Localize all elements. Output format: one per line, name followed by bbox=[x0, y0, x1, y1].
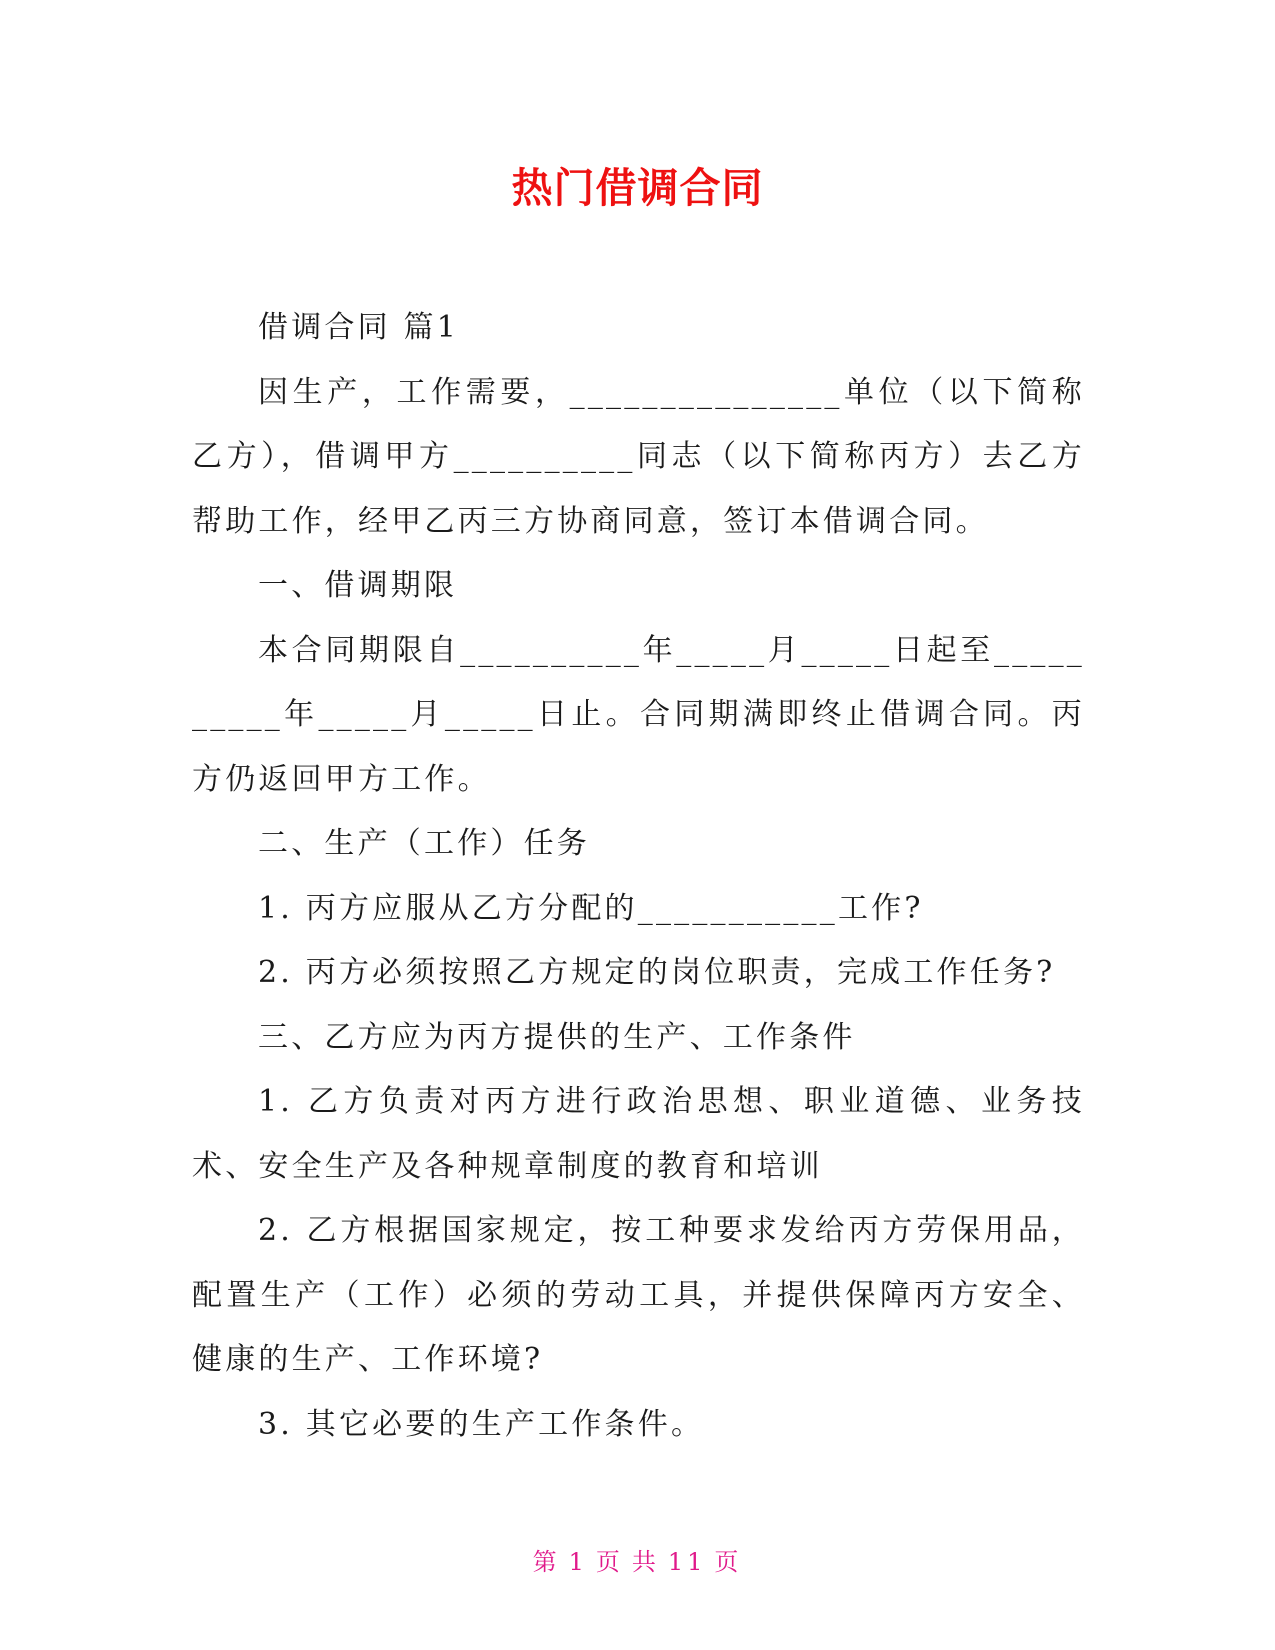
footer-total-pages: 11 bbox=[667, 1548, 707, 1576]
document-body bbox=[192, 296, 1085, 1457]
section-heading: 借调合同 篇1 bbox=[258, 310, 460, 345]
term-paragraph: 本合同期限自__________年_____月_____日起至__________年_____月_____日止。合同期满即终止借调合同。丙方仍返回甲方工作。 bbox=[192, 632, 1085, 797]
footer-page-label: 第 bbox=[532, 1548, 561, 1576]
page-footer bbox=[0, 1544, 1275, 1580]
document-title: 热门借调合同 bbox=[511, 164, 764, 212]
task-item: 1. 丙方应服从乙方分配的___________工作? bbox=[258, 890, 924, 926]
footer-page-unit: 页 bbox=[595, 1548, 624, 1576]
intro-paragraph: 因生产，工作需要，_______________单位（以下简称乙方），借调甲方__________同志（以下简称丙方）去乙方帮助工作，经甲乙丙三方协商同意，签订本借调合同。 bbox=[192, 374, 1085, 539]
condition-item: 2. 乙方根据国家规定，按工种要求发给丙方劳保用品，配置生产（工作）必须的劳动工具，并提供保障丙方安全、健康的生产、工作环境? bbox=[192, 1213, 1085, 1377]
condition-item: 3. 其它必要的生产工作条件。 bbox=[258, 1406, 705, 1442]
section-heading: 二、生产（工作）任务 bbox=[258, 826, 590, 861]
section-heading: 一、借调期限 bbox=[258, 568, 458, 603]
section-heading: 三、乙方应为丙方提供的生产、工作条件 bbox=[258, 1019, 856, 1055]
footer-total-unit: 页 bbox=[714, 1548, 743, 1576]
condition-item: 1. 乙方负责对丙方进行政治思想、职业道德、业务技术、安全生产及各种规章制度的教育和培训 bbox=[192, 1084, 1085, 1184]
footer-current-page: 1 bbox=[568, 1548, 588, 1576]
task-item: 2. 丙方必须按照乙方规定的岗位职责，完成工作任务? bbox=[258, 955, 1056, 990]
footer-total-label: 共 bbox=[631, 1548, 660, 1576]
